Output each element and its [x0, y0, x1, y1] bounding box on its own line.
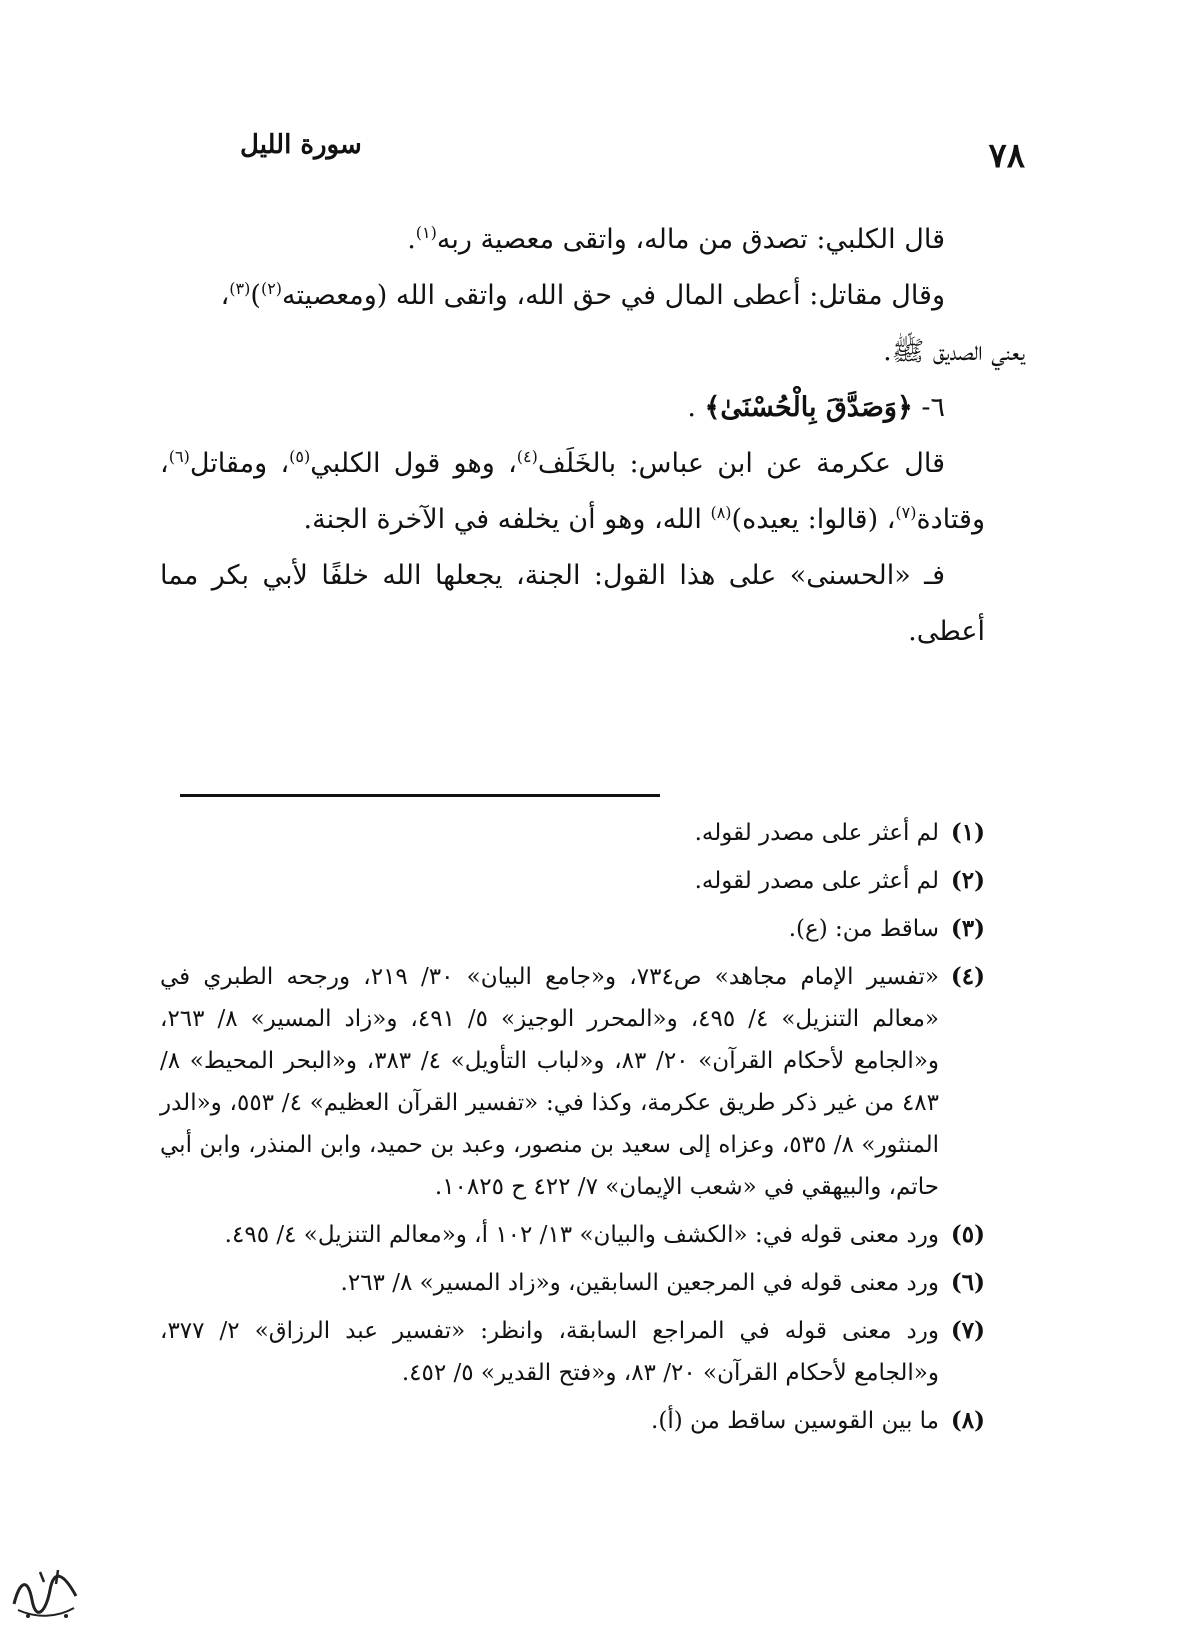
footnote-text: لم أعثر على مصدر لقوله.	[694, 868, 939, 894]
paragraph-siddiq: يعني الصديق ﷺ.	[883, 336, 1025, 367]
verse-6: ٦- ﴿وَصَدَّقَ بِالْحُسْنَىٰ﴾ .	[687, 392, 945, 423]
footnote-5	[160, 1214, 985, 1256]
footnote-ref-3[interactable]: (٣)	[229, 279, 251, 298]
footnote-number: (٣)	[950, 915, 985, 942]
footnote-3	[160, 908, 985, 950]
footnote-number: (٨)	[950, 1407, 985, 1434]
footnote-7	[160, 1310, 985, 1394]
footnote-ref-2[interactable]: (٢)	[260, 279, 283, 298]
footnote-number: (٤)	[950, 963, 985, 990]
footnotes	[160, 812, 985, 1448]
footnote-text: ورد معنى قوله في المرجعين السابقين، و«زاد المسير» ٨/ ٢٦٣.	[340, 1270, 939, 1296]
paragraph-ikrima: قال عكرمة عن ابن عباس: بالخَلَف$^{(٤)}$، وهو قول الكلبي$^{(٥)}$، ومقاتل$^{(٦)}$، وقتادة$^{(٧)}$، (قالوا: يعيده)$^{(٨)}$ الله، وهو أن يخلفه في الآخرة الجنة.	[160, 447, 985, 535]
page-header	[190, 130, 1025, 190]
verse-number: ٦-	[921, 392, 945, 423]
footnote-text: ورد معنى قوله في المراجع السابقة، وانظر: «تفسير عبد الرزاق» ٢/ ٣٧٧، و«الجامع لأحكام القرآن» ٢٠/ ٨٣، و«فتح القدير» ٥/ ٤٥٢.	[160, 1318, 940, 1386]
footnote-ref-6[interactable]: (٦)	[168, 447, 190, 466]
footnote-ref-4[interactable]: (٤)	[516, 447, 538, 466]
main-text	[160, 212, 1025, 660]
footnote-ref-5[interactable]: (٥)	[289, 447, 311, 466]
footnote-number: (١)	[950, 819, 985, 846]
footnote-6	[160, 1262, 985, 1304]
footnote-separator	[180, 794, 660, 797]
publisher-logo-icon	[6, 1560, 84, 1624]
footnote-number: (٥)	[950, 1221, 985, 1248]
surah-title: سورة الليل	[240, 130, 362, 160]
footnote-number: (٦)	[950, 1269, 985, 1296]
paragraph-husna: فـ «الحسنى» على هذا القول: الجنة، يجعلها الله خلفًا لأبي بكر مما أعطى.	[160, 560, 985, 647]
footnote-ref-1[interactable]: (١)	[415, 223, 437, 242]
footnote-number: (٢)	[950, 867, 985, 894]
footnote-text: «تفسير الإمام مجاهد» ص٧٣٤، و«جامع البيان» ٣٠/ ٢١٩، ورجحه الطبري في «معالم التنزيل» ٤/ ٤٩٥، و«المحرر الوجيز» ٥/ ٤٩١، و«زاد المسير» ٨/ ٢٦٣، و«الجامع لأحكام القرآن» ٢٠/ ٨٣، و«لباب التأويل» ٤/ ٣٨٣، و«البحر المحيط» ٨/ ٤٨٣ من غير ذكر طريق عكرمة، وكذا في: «تفسير القرآن العظيم» ٤/ ٥٥٣، و«الدر المنثور» ٨/ ٥٣٥، وعزاه إلى سعيد بن منصور، وعبد بن حميد، وابن المنذر، وابن أبي حاتم، والبيهقي في «شعب الإيمان» ٧/ ٤٢٢ ح ١٠٨٢٥.	[160, 964, 940, 1200]
footnote-4	[160, 956, 985, 1208]
footnote-2	[160, 860, 985, 902]
paragraph-muqatil: وقال مقاتل: أعطى المال في حق الله، واتقى الله (ومعصيته$^{(٢)}$)$^{(٣)}$،	[220, 279, 945, 311]
footnote-ref-8[interactable]: (٨)	[710, 503, 732, 522]
quran-verse: ﴿وَصَدَّقَ بِالْحُسْنَىٰ﴾	[704, 392, 913, 423]
footnote-text: لم أعثر على مصدر لقوله.	[694, 820, 939, 846]
footnote-1	[160, 812, 985, 854]
footnote-text: ورد معنى قوله في: «الكشف والبيان» ١٣/ ١٠٢ أ، و«معالم التنزيل» ٤/ ٤٩٥.	[224, 1222, 939, 1248]
footnote-number: (٧)	[950, 1317, 985, 1344]
page-number: ٧٨	[988, 136, 1025, 176]
footnote-text: ما بين القوسين ساقط من (أ).	[651, 1408, 939, 1434]
footnote-8	[160, 1400, 985, 1442]
footnote-ref-7[interactable]: (٧)	[895, 503, 917, 522]
footnote-text: ساقط من: (ع).	[788, 916, 939, 942]
paragraph-kalbi: قال الكلبي: تصدق من ماله، واتقى معصية ربه$^{(١)}$.	[407, 223, 945, 255]
